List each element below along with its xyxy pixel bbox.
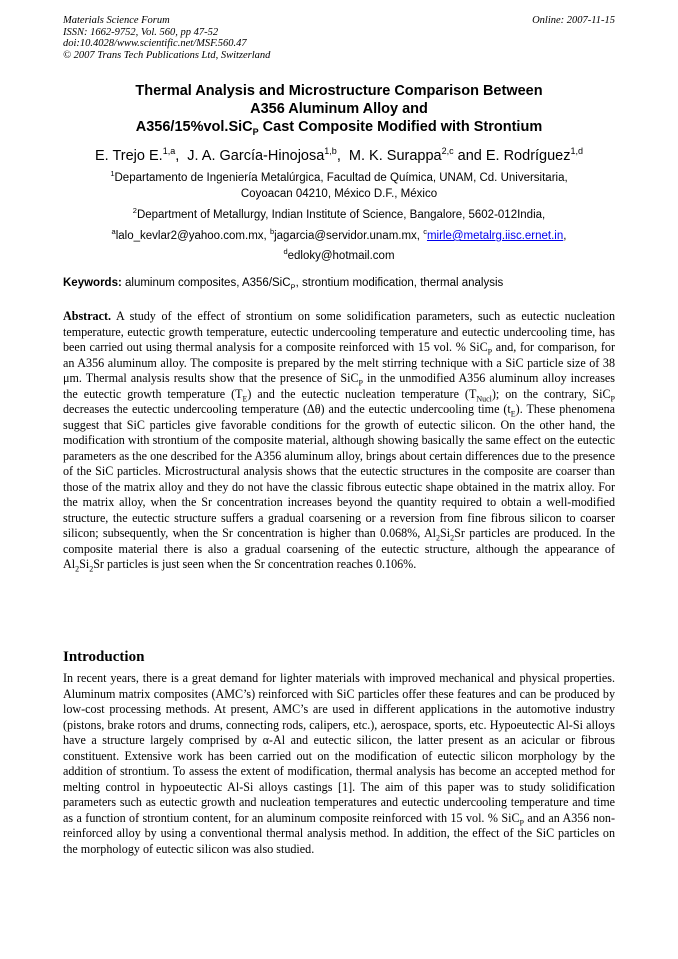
doi-line: doi:10.4028/www.scientific.net/MSF.560.47 [63, 38, 247, 49]
email-a: lalo_kevlar2@yahoo.com.mx, [115, 229, 267, 242]
abstract-sub: 2 [75, 564, 80, 574]
journal-name: Materials Science Forum [63, 15, 170, 26]
abstract-text: Si [79, 557, 90, 571]
introduction-text [63, 671, 615, 857]
issn-line: ISSN: 1662-9752, Vol. 560, pp 47-52 [63, 26, 219, 38]
email-d-sup: d [283, 246, 288, 256]
online-date: Online: 2007-11-15 [532, 15, 615, 26]
abstract-text: ); on the contrary, SiC [491, 386, 611, 401]
title-line-3-sub: P [252, 126, 259, 137]
keywords [63, 276, 615, 294]
abstract-text: Sr particles is just seen when the Sr concentration reaches 0.106%. [93, 557, 417, 571]
email-c-comma: , [563, 229, 567, 242]
author-2: J. A. García-Hinojosa [187, 147, 325, 164]
email-b-sup: b [269, 227, 275, 236]
affiliation-1-line-2: Coyoacan 04210, México D.F., México [240, 187, 438, 200]
email-a-sup: a [111, 227, 116, 236]
affiliation-2-sup: 2 [132, 206, 137, 215]
abstract-text: Sr particles are produced. In the composite material there is also a gradual coarsening of the eutectic structure, although the appearance of Al [63, 526, 615, 571]
abstract-text: ). These phenomena suggest that SiC particles give favorable conditions for the growth of eutectic silicon. On the other hand, the modification with strontium of the composite material, although showing basically the same effect on the eutectic parameters as the one described for the A356 aluminum alloy, brings about certain differences due to the presence of the SiC particles. Microstructural analysis shows that the eutectic structures in the composite are coarser than those of the matrix alloy and they do not have the classic fibrous eutectic shape obtained in the matrix alloy. For the matrix alloy, when the Sr concentration increases beyond the quantity required to obtain a well-modified structure, the eutectic structure suffers a gradual coarsening or a reversion from fine fibrous silicon to coarser silicon; subsequently, when the Sr concentration is higher than 0.068%, Al [63, 402, 616, 540]
abstract-sub: P [358, 378, 363, 388]
author-sep: and [453, 147, 486, 164]
affiliation-1-sup: 1 [110, 169, 115, 178]
affiliation-1-line-1 [63, 166, 615, 186]
abstract-label: Abstract. [63, 309, 112, 323]
author-sep: , [175, 147, 188, 164]
introduction-paragraph-b: and an A356 non-reinforced alloy by using a conventional thermal analysis method. In addition, the effect of the SiC particles on the morphology of eutectic silicon was also studied. [63, 810, 615, 856]
title-line-3-a: A356/15%vol.SiC [135, 119, 253, 135]
author-1-sup: 1,a [162, 146, 176, 156]
email-c-sup: c [423, 227, 427, 236]
copyright-line: © 2007 Trans Tech Publications Ltd, Switzerland [63, 49, 271, 61]
abstract-sub: P [610, 393, 615, 403]
abstract-sub: 2 [89, 564, 94, 574]
author-3: M. K. Surappa [348, 147, 442, 164]
abstract-text: A study of the effect of strontium on some solidification parameters, such as eutectic nucleation temperature, eutectic growth temperature, eutectic undercooling temperature and eutectic undercooling time, has been carried out using thermal analysis for a composite reinforced with 15 vol. % SiC [63, 309, 615, 354]
abstract-sub: 2 [436, 533, 441, 543]
affiliation-1 [63, 166, 615, 202]
email-d: edloky@hotmail.com [287, 249, 395, 262]
abstract-text: ) and the eutectic nucleation temperature (T [247, 386, 477, 401]
email-b: jagarcia@servidor.unam.mx, [274, 229, 421, 242]
title-line-3-b: Cast Composite Modified with Strontium [258, 119, 543, 135]
abstract-sub: 2 [450, 533, 455, 543]
affiliation-2 [63, 203, 615, 223]
title-line-2: A356 Aluminum Alloy and [250, 101, 428, 117]
abstract-sub: E [510, 409, 516, 419]
keywords-text-b: , strontium modification, thermal analysis [295, 277, 504, 289]
introduction-heading: Introduction [63, 649, 145, 665]
abstract-text: and, for comparison, for an A356 aluminum alloy. The composite is prepared by the melt stirring technique with a SiC particle size of 38 μm. Thermal analysis results show that the presence of SiC [63, 340, 615, 385]
author-3-sup: 2,c [441, 146, 454, 156]
keywords-label: Keywords: [63, 277, 122, 289]
email-c-link[interactable]: mirle@metalrg.iisc.ernet.in [426, 229, 564, 242]
keywords-sub: P [290, 282, 296, 292]
paper-title [63, 82, 615, 141]
abstract-sub: E [242, 393, 248, 403]
affiliation-1-text: Departamento de Ingeniería Metalúrgica, Facultad de Química, UNAM, Cd. Universitaria, [114, 171, 568, 184]
email-list [63, 224, 615, 264]
abstract-sub: Nucl [476, 393, 492, 403]
journal-header [63, 15, 615, 61]
keywords-text-a: aluminum composites, A356/SiC [121, 277, 291, 289]
introduction-paragraph-a: In recent years, there is a great demand for lighter materials with improved mechanical and physical properties. Aluminum matrix composites (AMC’s) reinforced with SiC particles offer these features and can be produced by low-cost processing methods. At present, AMC’s are used in different applications in the automotive industry (pistons, brake rotors and drums, connecting rods, calipers, etc.), aerospace, sports, etc. Hypoeutectic Al-Si alloys have a structure largely comprised by α-Al and eutectic silicon, the latter present as an acicular or fibrous constituent. Extensive work has been carried out on the modification of eutectic silicon morphology by the addition of strontium. To assess the extent of modification, thermal analysis has become an accepted method for melting control in hypoeutectic Al-Si alloys castings [1]. The aim of this paper was to study solidification parameters such as eutectic growth and nucleation temperatures and eutectic undercooling temperature and time as a function of strontium content, for an aluminum composite reinforced with 15 vol. % SiC [63, 671, 615, 825]
introduction-sub: P [519, 817, 524, 827]
author-sep: , [336, 147, 349, 164]
author-4-sup: 1,d [570, 146, 584, 156]
title-line-3 [63, 118, 615, 141]
abstract [63, 309, 615, 573]
email-line-2 [63, 244, 615, 264]
abstract-text: decreases the eutectic undercooling temperature (Δθ) and the eutectic undercooling time (t [63, 402, 511, 416]
author-list [63, 142, 615, 165]
title-line-1: Thermal Analysis and Microstructure Comparison Between [135, 83, 543, 99]
abstract-sub: P [487, 347, 493, 357]
author-2-sup: 1,b [324, 146, 337, 156]
abstract-text: in the unmodified A356 aluminum alloy increases the eutectic growth temperature (T [63, 371, 615, 401]
author-4: E. Rodríguez [485, 147, 571, 164]
abstract-text: Si [440, 526, 451, 540]
author-1: E. Trejo E. [94, 147, 163, 164]
affiliation-2-text: Department of Metallurgy, Indian Institute of Science, Bangalore, 5602-012India, [136, 208, 546, 221]
email-line-1 [63, 224, 615, 244]
